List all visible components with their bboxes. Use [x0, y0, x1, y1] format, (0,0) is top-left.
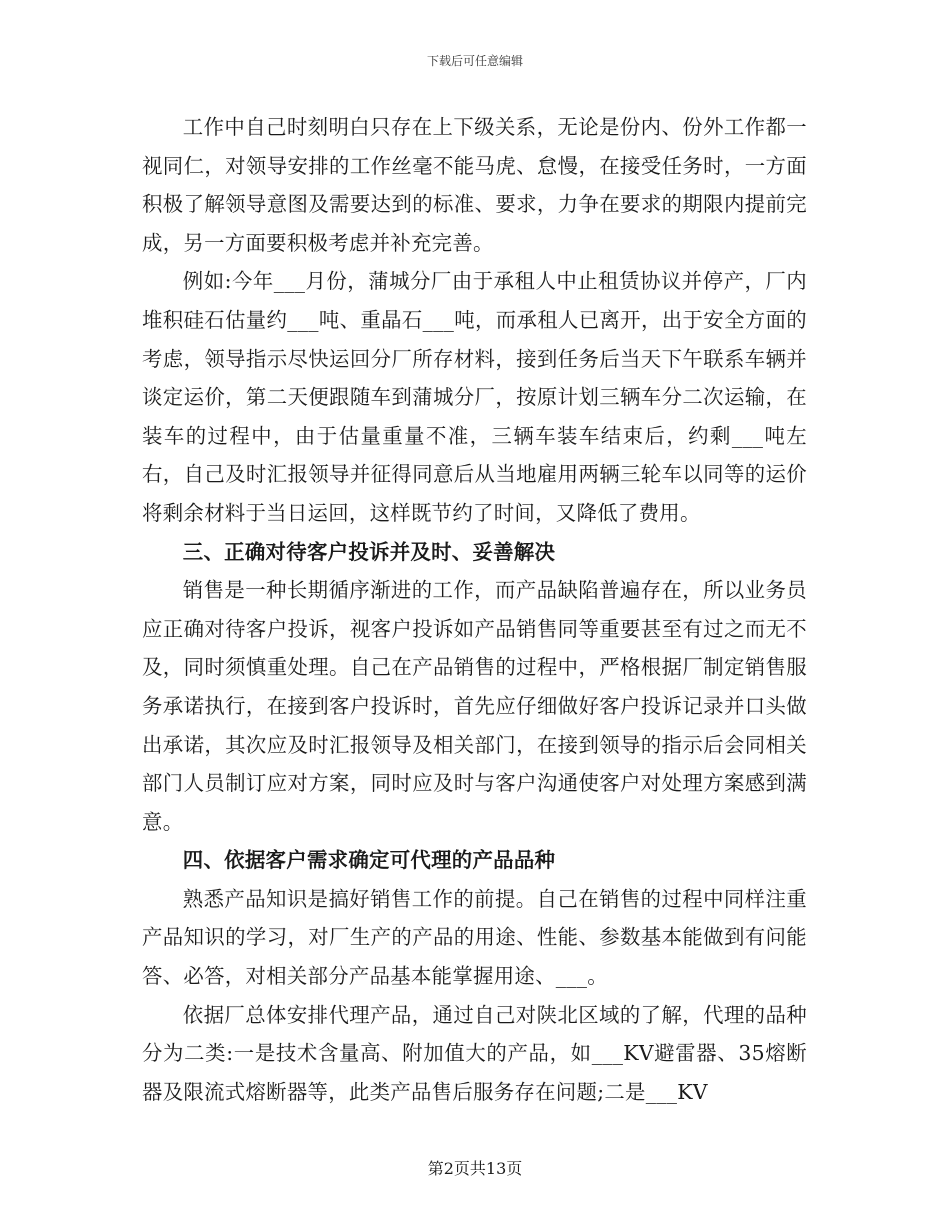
paragraph: 例如:今年___月份，蒲城分厂由于承租人中止租赁协议并停产，厂内堆积硅石估量约___吨、重晶石___吨，而承租人已离开，出于安全方面的考虑，领导指示尽快运回分厂所存材料，接到任务后当天下午联系车辆并谈定运价，第二天便跟随车到蒲城分厂，按原计划三辆车分二次运输，在装车的过程中，由于估量重量不准，三辆车装车结束后，约剩___吨左右，自己及时汇报领导并征得同意后从当地雇用两辆三轮车以同等的运价将剩余材料于当日运回，这样既节约了时间，又降低了费用。: [142, 269, 807, 525]
paragraph: 销售是一种长期循序渐进的工作，而产品缺陷普遍存在，所以业务员应正确对待客户投诉，视客户投诉如产品销售同等重要甚至有过之而无不及，同时须慎重处理。自己在产品销售的过程中，严格根据厂制定销售服务承诺执行，在接到客户投诉时，首先应仔细做好客户投诉记录并口头做出承诺，其次应及时汇报领导及相关部门，在接到领导的指示后会同相关部门人员制订应对方案，同时应及时与客户沟通使客户对处理方案感到满意。: [142, 578, 807, 834]
document-body: [142, 108, 807, 1111]
section-heading: 四、依据客户需求确定可代理的产品品种: [182, 848, 556, 873]
paragraph: 熟悉产品知识是搞好销售工作的前提。自己在销售的过程中同样注重产品知识的学习，对厂生产的产品的用途、性能、参数基本能做到有问能答、必答，对相关部分产品基本能掌握用途、___。: [142, 886, 807, 989]
paragraph: 工作中自己时刻明白只存在上下级关系，无论是份内、份外工作都一视同仁，对领导安排的工作丝毫不能马虎、怠慢，在接受任务时，一方面积极了解领导意图及需要达到的标准、要求，力争在要求的期限内提前完成，另一方面要积极考虑并补充完善。: [142, 115, 807, 255]
page-header: 下载后可任意编辑: [426, 54, 523, 68]
paragraph: 依据厂总体安排代理产品，通过自己对陕北区域的了解，代理的品种分为二类:一是技术含量高、附加值大的产品，如___KV避雷器、35熔断器及限流式熔断器等，此类产品售后服务存在问题;二是___KV: [142, 1002, 807, 1104]
page-footer: 第2页共13页: [427, 1159, 523, 1178]
section-heading: 三、正确对待客户投诉并及时、妥善解决: [182, 539, 556, 564]
